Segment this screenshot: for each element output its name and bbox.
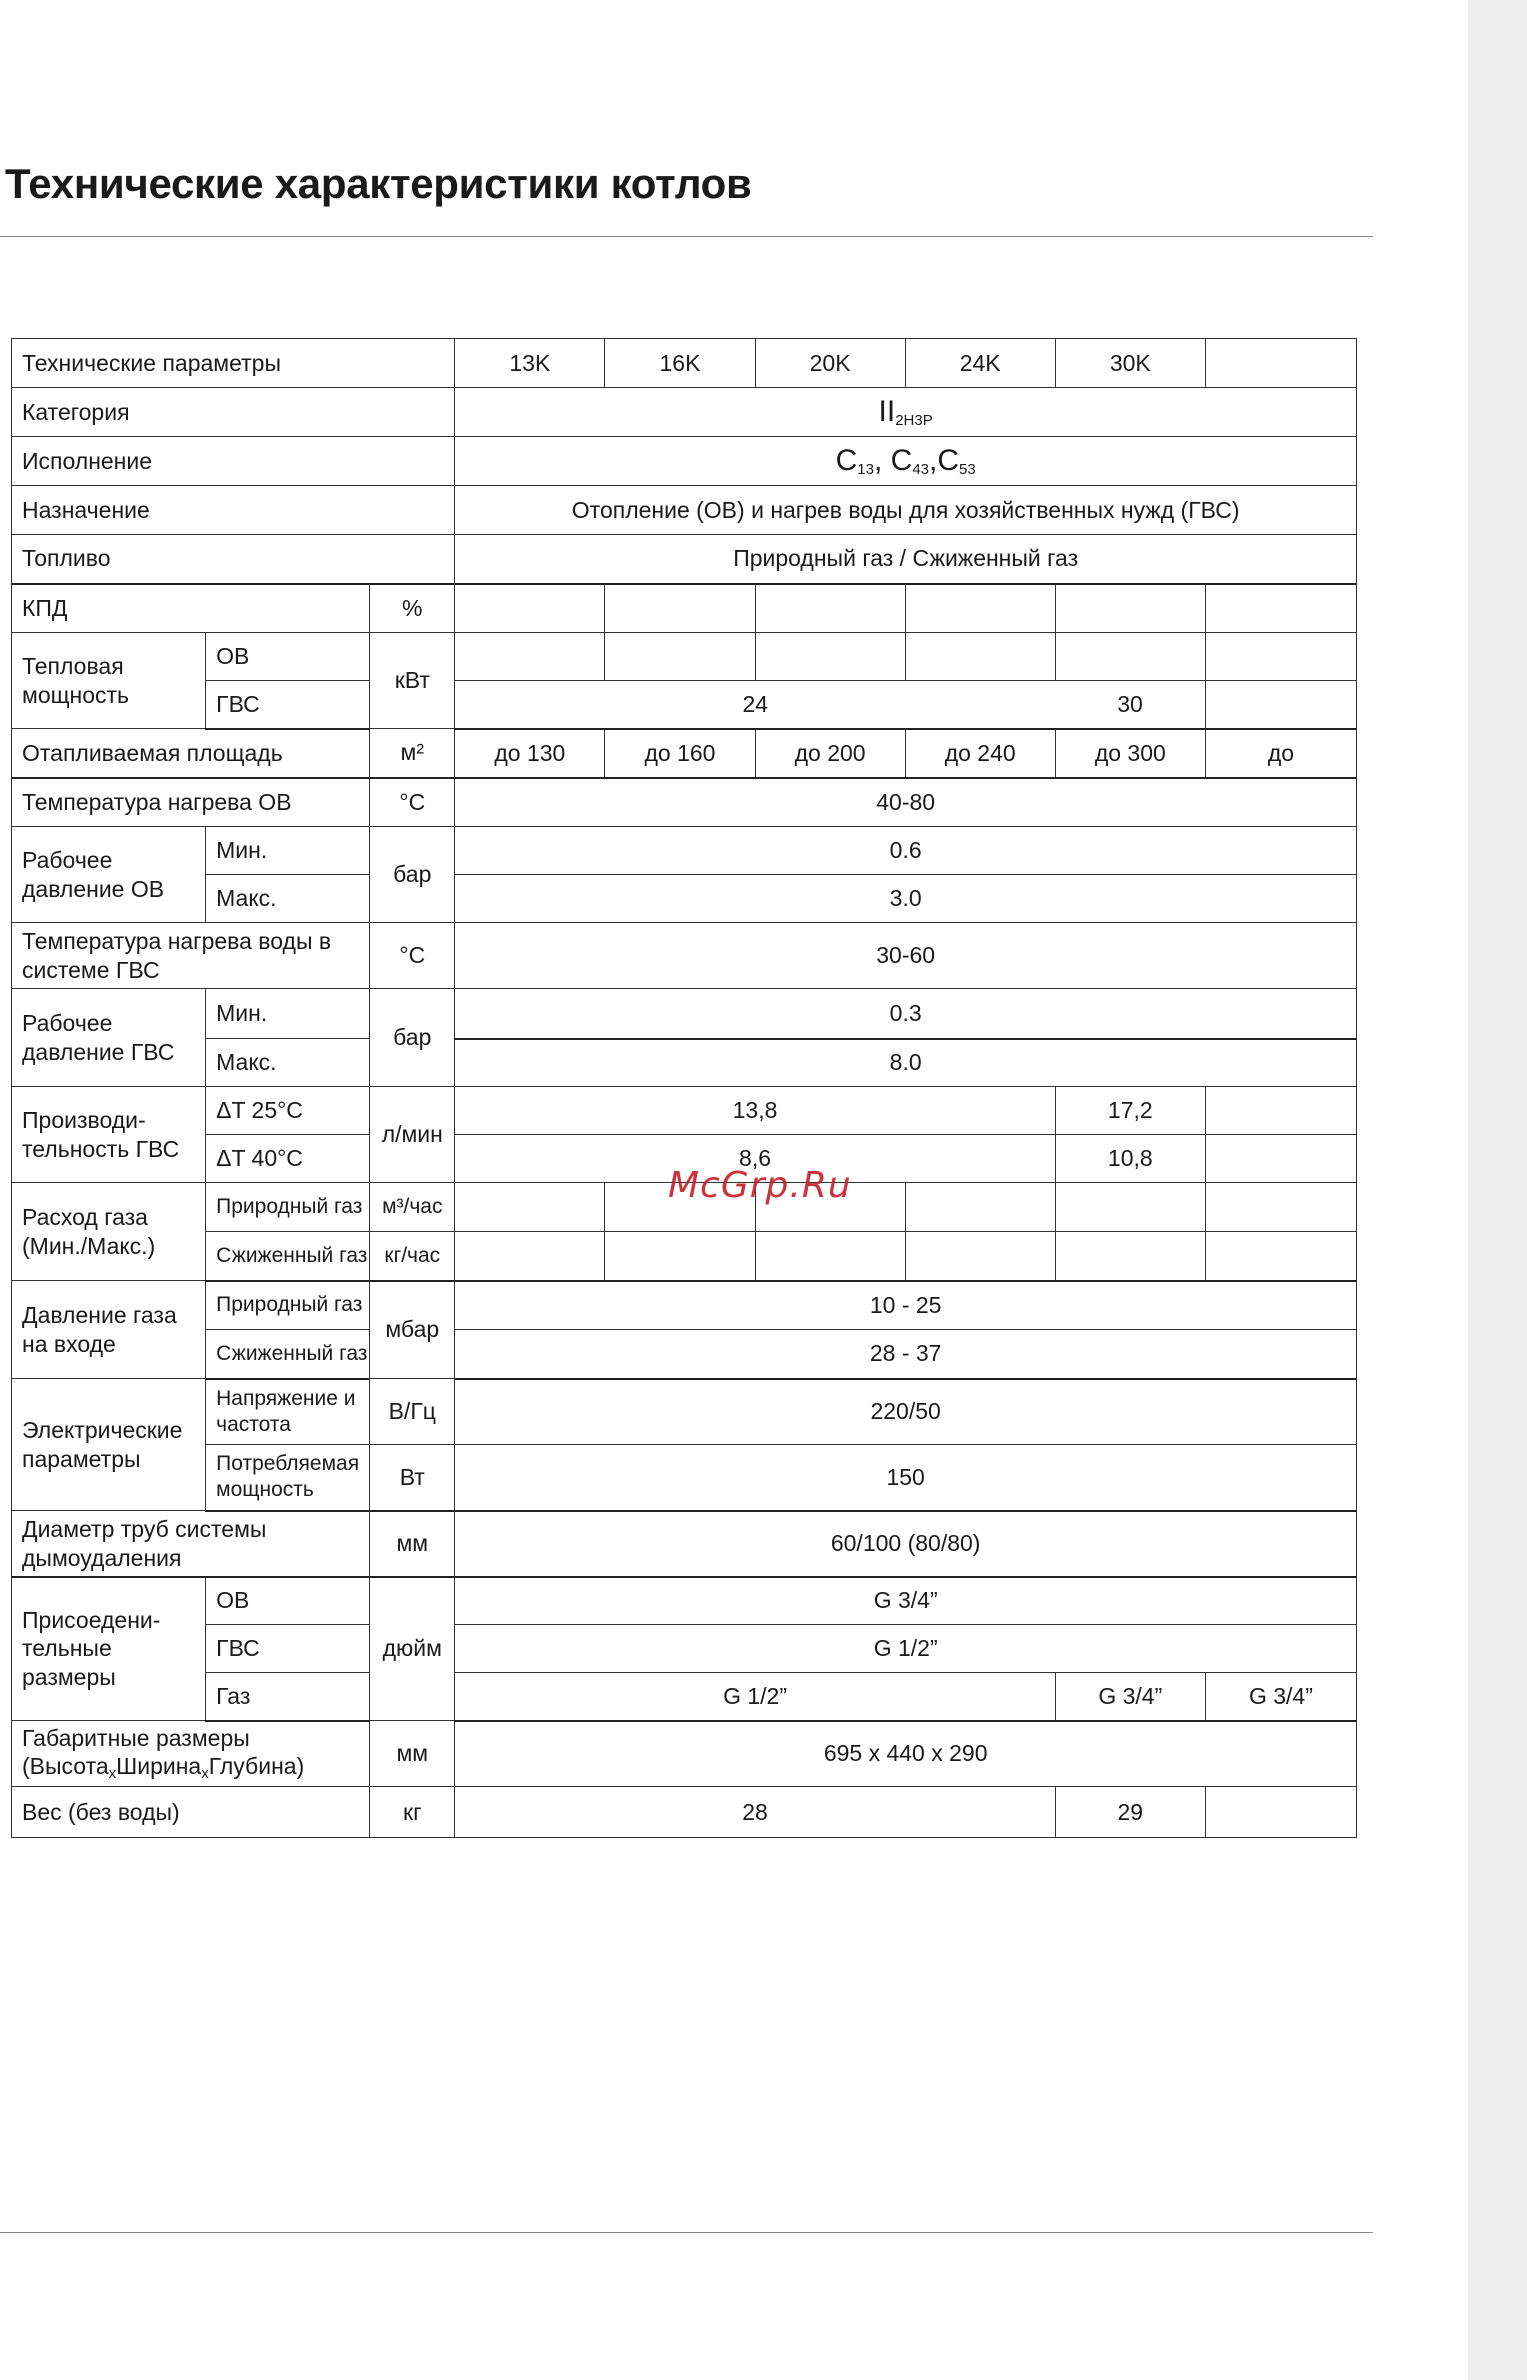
gas-pressure-natural-value: 10 - 25 [455, 1281, 1357, 1330]
heating-temp-value: 40-80 [455, 778, 1357, 827]
category-label: Категория [12, 388, 455, 437]
connections-unit: дюйм [370, 1577, 455, 1721]
efficiency-label: КПД [12, 584, 370, 633]
table-row [12, 1625, 1357, 1673]
table-row [12, 1673, 1357, 1721]
category-value: $II_{2H3P}$ [455, 388, 1357, 437]
table-row [12, 989, 1357, 1039]
dhw-output-label: Производи-тельность ГВС [12, 1087, 206, 1183]
dhw-output-unit: л/мин [370, 1087, 455, 1183]
table-row [12, 437, 1357, 486]
flue-unit: мм [370, 1511, 455, 1577]
dhw-output-dt25-main: 13,8 [455, 1087, 1055, 1135]
table-row [12, 827, 1357, 875]
thermal-power-gvs-30k: 30 [1055, 681, 1205, 729]
connections-gas-label: Газ [206, 1673, 370, 1721]
table-row [12, 486, 1357, 535]
table-cell [455, 584, 605, 633]
table-cell [1055, 633, 1205, 681]
table-cell [1205, 1087, 1356, 1135]
fuel-value: Природный газ / Сжиженный газ [455, 535, 1357, 584]
watermark: McGrp.Ru [668, 1165, 852, 1206]
dhw-output-dt25-label: ΔT 25°С [206, 1087, 370, 1135]
heated-area-label: Отапливаемая площадь [12, 729, 370, 778]
dimensions-value: 695 x 440 x 290 [455, 1721, 1357, 1787]
connections-gvs-label: ГВС [206, 1625, 370, 1673]
table-cell [455, 1232, 605, 1281]
gas-consumption-label: Расход газа (Мин./Макс.) [12, 1183, 206, 1281]
model-24k: 24K [905, 339, 1055, 388]
footer-rule [0, 2232, 1373, 2233]
dhw-temp-value: 30-60 [455, 923, 1357, 989]
table-row [12, 1577, 1357, 1625]
table-cell [755, 1232, 905, 1281]
table-row [12, 633, 1357, 681]
heated-area-13k: до 130 [455, 729, 605, 778]
table-cell [1205, 1232, 1356, 1281]
table-cell [1205, 633, 1356, 681]
pressure-ov-unit: бар [370, 827, 455, 923]
table-row [12, 1721, 1357, 1787]
table-cell [1055, 584, 1205, 633]
table-row [12, 388, 1357, 437]
heated-area-16k: до 160 [605, 729, 755, 778]
model-16k: 16K [605, 339, 755, 388]
dhw-output-dt40-main: 8,6 [455, 1135, 1055, 1183]
table-cell [605, 1232, 755, 1281]
heating-temp-label: Температура нагрева ОВ [12, 778, 370, 827]
flue-label: Диаметр труб системы дымоудаления [12, 1511, 370, 1577]
weight-label: Вес (без воды) [12, 1787, 370, 1838]
connections-gvs-value: G 1/2” [455, 1625, 1357, 1673]
table-row [12, 1379, 1357, 1445]
table-cell [1205, 1183, 1356, 1232]
table-row [12, 875, 1357, 923]
execution-label: Исполнение [12, 437, 455, 486]
heated-area-30k: до 300 [1055, 729, 1205, 778]
table-cell [605, 584, 755, 633]
heated-area-20k: до 200 [755, 729, 905, 778]
pressure-ov-min: 0.6 [455, 827, 1357, 875]
page-side-strip [1468, 0, 1527, 2380]
fuel-label: Топливо [12, 535, 455, 584]
electrical-power-label: Потребляемая мощность [206, 1445, 370, 1511]
purpose-value: Отопление (ОВ) и нагрев воды для хозяйственных нужд (ГВС) [455, 486, 1357, 535]
table-cell [1055, 1183, 1205, 1232]
table-cell [755, 633, 905, 681]
dimensions-unit: мм [370, 1721, 455, 1787]
table-row [12, 584, 1357, 633]
purpose-label: Назначение [12, 486, 455, 535]
thermal-power-gvs-main: 24 [455, 681, 1055, 729]
weight-30k: 29 [1055, 1787, 1205, 1838]
pressure-gvs-max-label: Макс. [206, 1039, 370, 1087]
heated-area-unit: м² [370, 729, 455, 778]
table-cell [905, 1232, 1055, 1281]
table-row [12, 923, 1357, 989]
table-row [12, 339, 1357, 388]
table-cell [905, 633, 1055, 681]
electrical-power-value: 150 [455, 1445, 1357, 1511]
gas-consumption-natural-label: Природный газ [206, 1183, 370, 1232]
table-row [12, 1445, 1357, 1511]
table-row [12, 1787, 1357, 1838]
table-cell [1055, 1232, 1205, 1281]
connections-gas-last: G 3/4” [1205, 1673, 1356, 1721]
connections-gas-30k: G 3/4” [1055, 1673, 1205, 1721]
table-cell [755, 584, 905, 633]
dhw-output-dt40-label: ΔT 40°С [206, 1135, 370, 1183]
dhw-output-dt25-30k: 17,2 [1055, 1087, 1205, 1135]
gas-consumption-natural-unit: м³/час [370, 1183, 455, 1232]
table-cell [455, 633, 605, 681]
model-20k: 20K [755, 339, 905, 388]
flue-value: 60/100 (80/80) [455, 1511, 1357, 1577]
gas-pressure-lpg-value: 28 - 37 [455, 1330, 1357, 1379]
specs-table [11, 338, 1357, 1838]
electrical-voltage-label: Напряжение и частота [206, 1379, 370, 1445]
connections-gas-main: G 1/2” [455, 1673, 1055, 1721]
gas-consumption-lpg-label: Сжиженный газ [206, 1232, 370, 1281]
page-title: Технические характеристики котлов [5, 160, 752, 207]
heated-area-24k: до 240 [905, 729, 1055, 778]
pressure-gvs-unit: бар [370, 989, 455, 1087]
table-row [12, 535, 1357, 584]
table-row [12, 729, 1357, 778]
model-extra [1205, 339, 1356, 388]
model-13k: 13K [455, 339, 605, 388]
connections-label: Присоедени-тельные размеры [12, 1577, 206, 1721]
dhw-temp-unit: °С [370, 923, 455, 989]
heated-area-extra: до [1205, 729, 1356, 778]
thermal-power-unit: кВт [370, 633, 455, 729]
gas-consumption-lpg-unit: кг/час [370, 1232, 455, 1281]
table-cell [905, 1183, 1055, 1232]
pressure-gvs-label: Рабочее давление ГВС [12, 989, 206, 1087]
thermal-power-ov: ОВ [206, 633, 370, 681]
pressure-ov-max-label: Макс. [206, 875, 370, 923]
electrical-power-unit: Вт [370, 1445, 455, 1511]
table-cell [455, 1183, 605, 1232]
model-30k: 30K [1055, 339, 1205, 388]
dhw-output-dt40-30k: 10,8 [1055, 1135, 1205, 1183]
pressure-ov-label: Рабочее давление ОВ [12, 827, 206, 923]
table-row [12, 1087, 1357, 1135]
pressure-gvs-min-label: Мин. [206, 989, 370, 1039]
gas-pressure-label: Давление газа на входе [12, 1281, 206, 1379]
electrical-label: Электрические параметры [12, 1379, 206, 1511]
thermal-power-label: Тепловая мощность [12, 633, 206, 729]
table-cell [1205, 681, 1356, 729]
pressure-gvs-min: 0.3 [455, 989, 1357, 1039]
connections-ov-value: G 3/4” [455, 1577, 1357, 1625]
connections-ov-label: ОВ [206, 1577, 370, 1625]
electrical-voltage-value: 220/50 [455, 1379, 1357, 1445]
table-row [12, 1511, 1357, 1577]
table-row [12, 1232, 1357, 1281]
header-label: Технические параметры [12, 339, 455, 388]
table-row [12, 1039, 1357, 1087]
heating-temp-unit: °С [370, 778, 455, 827]
execution-value: $C_{13}$, $C_{43},C_{53}$ [455, 437, 1357, 486]
dhw-temp-label: Температура нагрева воды в системе ГВС [12, 923, 370, 989]
table-cell [905, 584, 1055, 633]
pressure-ov-min-label: Мин. [206, 827, 370, 875]
gas-pressure-natural-label: Природный газ [206, 1281, 370, 1330]
dimensions-label: Габаритные размеры (Высота$_x$Ширина$_x$Глубина) [12, 1721, 370, 1787]
table-row [12, 1330, 1357, 1379]
gas-pressure-unit: мбар [370, 1281, 455, 1379]
table-cell [1205, 1787, 1356, 1838]
electrical-voltage-unit: В/Гц [370, 1379, 455, 1445]
table-row [12, 1281, 1357, 1330]
pressure-ov-max: 3.0 [455, 875, 1357, 923]
thermal-power-gvs: ГВС [206, 681, 370, 729]
table-row [12, 778, 1357, 827]
table-cell [605, 633, 755, 681]
pressure-gvs-max: 8.0 [455, 1039, 1357, 1087]
title-underline [0, 236, 1373, 237]
gas-pressure-lpg-label: Сжиженный газ [206, 1330, 370, 1379]
efficiency-unit: % [370, 584, 455, 633]
table-cell [1205, 1135, 1356, 1183]
table-cell [1205, 584, 1356, 633]
weight-unit: кг [370, 1787, 455, 1838]
weight-main: 28 [455, 1787, 1055, 1838]
table-row [12, 681, 1357, 729]
